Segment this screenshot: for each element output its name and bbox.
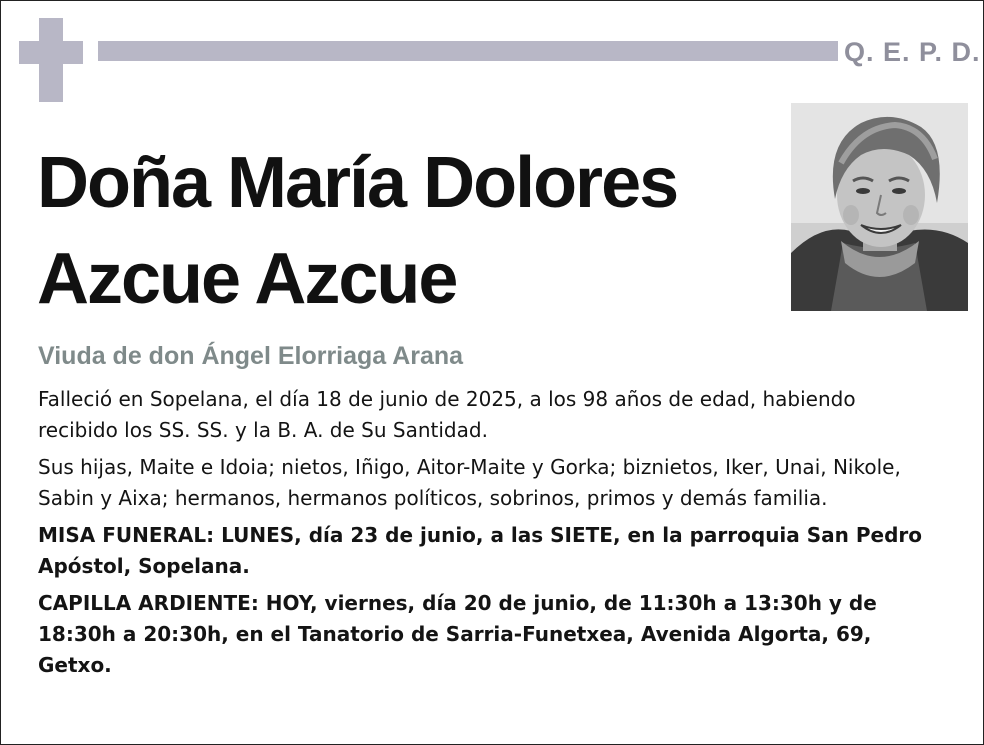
funeral-paragraph: MISA FUNERAL: LUNES, día 23 de junio, a las SIETE, en la parroquia San Pedro Apóstol, Sopelana. xyxy=(38,523,922,578)
deceased-name-line1: Doña María Dolores xyxy=(37,143,678,223)
deceased-name-line2: Azcue Azcue xyxy=(37,239,457,319)
deceased-name xyxy=(37,135,777,327)
chapel-paragraph: CAPILLA ARDIENTE: HOY, viernes, día 20 de junio, de 11:30h a 13:30h y de 18:30h a 20:30h, en el Tanatorio de Sarria-Funetxea, Avenida Algorta, 69, Getxo. xyxy=(38,591,877,677)
death-notice-paragraph: Falleció en Sopelana, el día 18 de junio de 2025, a los 98 años de edad, habiendo recibido los SS. SS. y la B. A. de Su Santidad. xyxy=(38,387,856,442)
qepd-label: Q. E. P. D. xyxy=(844,37,981,67)
family-paragraph: Sus hijas, Maite e Idoia; nietos, Iñigo, Aitor-Maite y Gorka; biznietos, Iker, Unai, Nikole, Sabin y Aixa; hermanos, hermanos políticos, sobrinos, primos y demás familia. xyxy=(38,455,901,510)
portrait-photo xyxy=(791,103,968,311)
cross-icon-horizontal xyxy=(19,41,83,64)
portrait-illustration xyxy=(791,103,968,311)
widow-of-line: Viuda de don Ángel Elorriaga Arana xyxy=(38,342,464,370)
header-rule xyxy=(98,41,838,61)
notice-body xyxy=(38,384,938,687)
